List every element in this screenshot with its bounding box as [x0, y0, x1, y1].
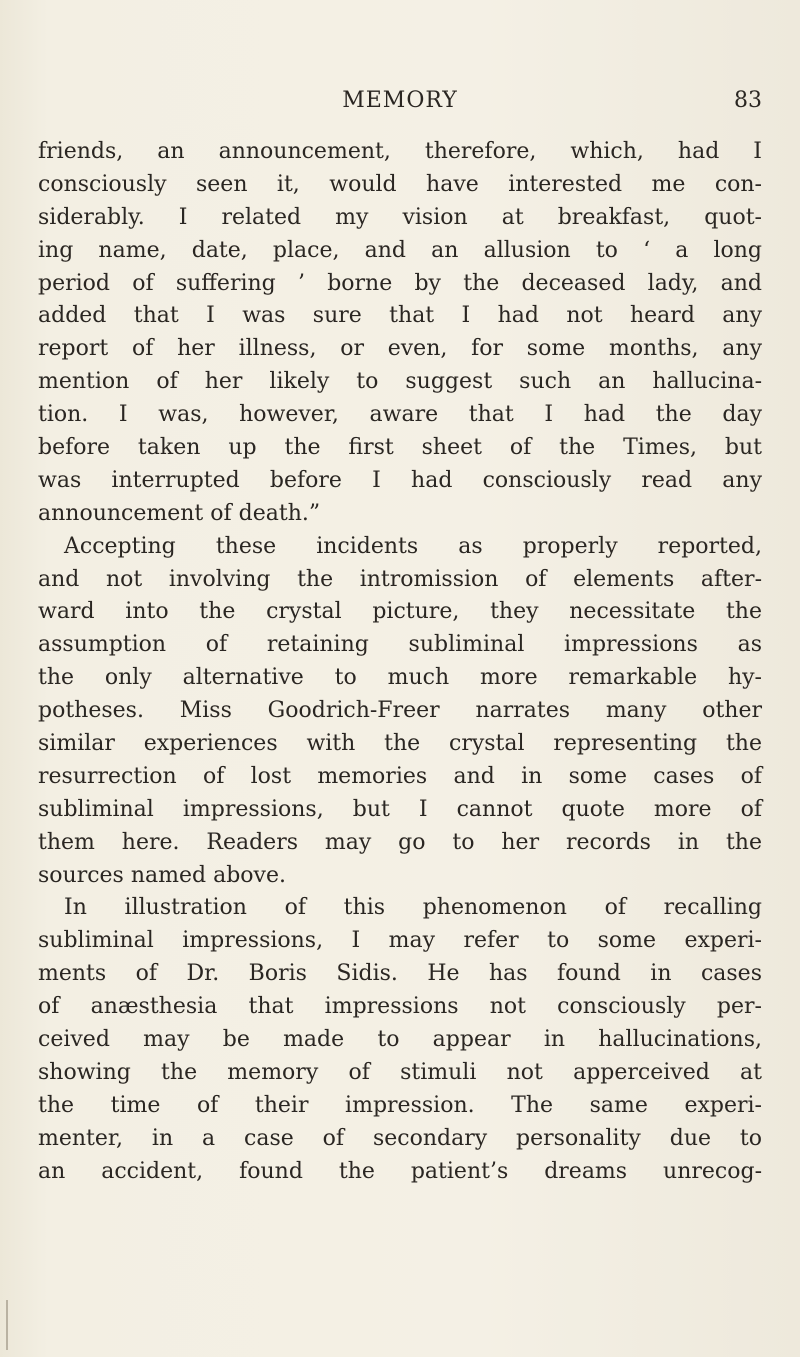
text-line: ing name, date, place, and an allusion to ‘ a long — [38, 237, 762, 263]
text-line: assumption of retaining subliminal impressions as — [38, 632, 762, 658]
text-line: and not involving the intromission of elements after- — [38, 566, 762, 592]
running-title: MEMORY — [342, 88, 458, 113]
text-line: before taken up the first sheet of the Times, but — [38, 435, 762, 461]
text-line: consciously seen it, would have interested me con- — [38, 171, 762, 197]
text-line: siderably. I related my vision at breakfast, quot- — [38, 204, 762, 230]
text-line: ceived may be made to appear in hallucinations, — [38, 1027, 762, 1053]
text-line: period of suffering ’ borne by the deceased lady, and — [38, 270, 762, 296]
page-header — [38, 88, 762, 122]
text-line: friends, an announcement, therefore, which, had I — [38, 139, 762, 164]
text-line: mention of her likely to suggest such an hallucina- — [38, 369, 762, 395]
text-line: added that I was sure that I had not heard any — [38, 303, 762, 329]
page-number: 83 — [734, 88, 762, 113]
text-line: was interrupted before I had consciously read any — [38, 467, 762, 493]
text-line: potheses. Miss Goodrich-Freer narrates many other — [38, 698, 762, 724]
text-line: of anæsthesia that impressions not consciously per- — [38, 994, 762, 1020]
text-line: menter, in a case of secondary personality due to — [38, 1125, 762, 1151]
paragraph-start-line: Accepting these incidents as properly reported, — [64, 533, 762, 559]
text-line: subliminal impressions, I may refer to some experi- — [38, 928, 762, 954]
text-line: ments of Dr. Boris Sidis. He has found in cases — [38, 961, 762, 987]
text-line: them here. Readers may go to her records in the — [38, 829, 762, 855]
paragraph-start-line: In illustration of this phenomenon of recalling — [64, 895, 762, 921]
body-text — [38, 136, 762, 1189]
paragraph-end-line: sources named above. — [38, 862, 286, 888]
paragraph-end-line: announcement of death.” — [38, 500, 321, 526]
page-edge-mark — [6, 1300, 8, 1350]
text-line: showing the memory of stimuli not apperceived at — [38, 1059, 762, 1085]
text-line: similar experiences with the crystal representing the — [38, 731, 762, 757]
text-line: resurrection of lost memories and in some cases of — [38, 763, 762, 789]
text-line: subliminal impressions, but I cannot quote more of — [38, 796, 762, 822]
text-line: report of her illness, or even, for some months, any — [38, 336, 762, 362]
text-line: ward into the crystal picture, they necessitate the — [38, 599, 762, 625]
text-line: the time of their impression. The same experi- — [38, 1092, 762, 1118]
text-line: the only alternative to much more remarkable hy- — [38, 665, 762, 691]
text-line: an accident, found the patient’s dreams unrecog- — [38, 1158, 762, 1184]
text-line: tion. I was, however, aware that I had the day — [38, 402, 762, 428]
